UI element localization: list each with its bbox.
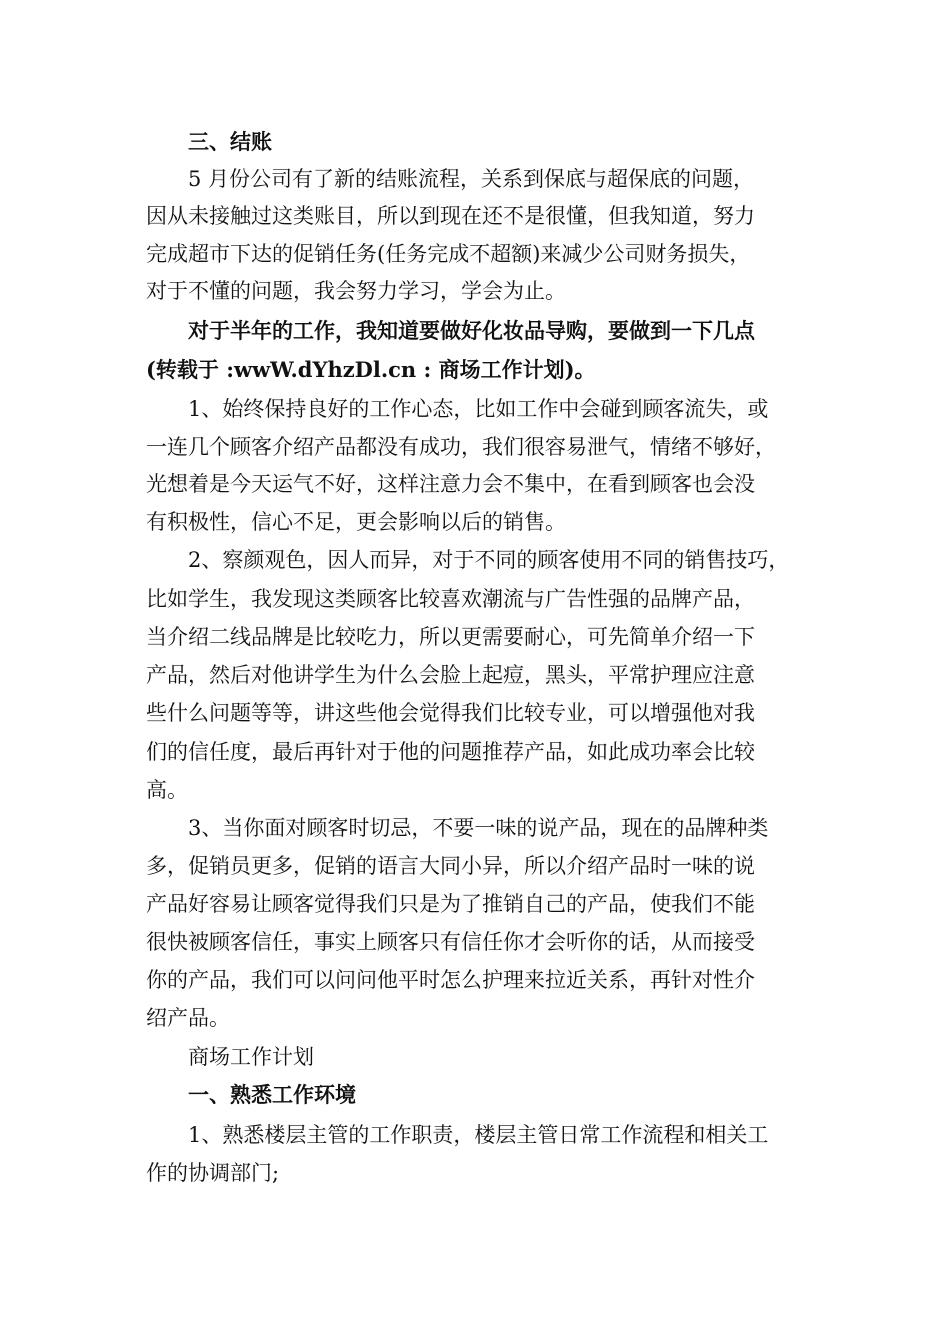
paragraph-line: 你的产品，我们可以问问他平时怎么护理来拉近关系，再针对性介 xyxy=(146,968,755,992)
paragraph-line: 些什么问题等等，讲这些他会觉得我们比较专业，可以增强他对我 xyxy=(146,701,755,725)
paragraph-line: 完成超市下达的促销任务(任务完成不超额)来减少公司财务损失， xyxy=(146,242,751,266)
paragraph-line: 产品，然后对他讲学生为什么会脸上起痘，黑头，平常护理应注意 xyxy=(146,663,755,687)
bold-paragraph-line: 对于半年的工作，我知道要做好化妆品导购，要做到一下几点 xyxy=(188,318,755,343)
paragraph-line: 1、熟悉楼层主管的工作职责，楼层主管日常工作流程和相关工 xyxy=(188,1123,769,1147)
paragraph-line: 5 月份公司有了新的结账流程，关系到保底与超保底的问题， xyxy=(188,167,755,191)
paragraph-line: 当介绍二线品牌是比较吃力，所以更需要耐心，可先简单介绍一下 xyxy=(146,625,755,649)
bold-paragraph-line: (转载于 :wwW.dYhzDl.cn : 商场工作计划)。 xyxy=(146,357,596,382)
paragraph-line: 很快被顾客信任，事实上顾客只有信任你才会听你的话，从而接受 xyxy=(146,930,755,954)
section-heading: 一、熟悉工作环境 xyxy=(188,1082,356,1107)
paragraph-line: 们的信任度，最后再针对于他的问题推荐产品，如此成功率会比较 xyxy=(146,740,755,764)
paragraph-line: 高。 xyxy=(146,778,188,802)
paragraph-line: 有积极性，信心不足，更会影响以后的销售。 xyxy=(146,510,566,534)
paragraph-line: 光想着是今天运气不好，这样注意力会不集中，在看到顾客也会没 xyxy=(146,472,755,496)
paragraph-line: 因从未接触过这类账目，所以到现在还不是很懂，但我知道，努力 xyxy=(146,204,755,228)
paragraph-line: 作的协调部门; xyxy=(146,1161,280,1185)
plan-title: 商场工作计划 xyxy=(188,1045,314,1069)
paragraph-line: 多，促销员更多，促销的语言大同小异，所以介绍产品时一味的说 xyxy=(146,854,755,878)
paragraph-line: 1、始终保持良好的工作心态，比如工作中会碰到顾客流失，或 xyxy=(188,397,769,421)
section-heading: 三、结账 xyxy=(188,129,272,154)
paragraph-line: 3、当你面对顾客时切忌，不要一味的说产品，现在的品牌种类 xyxy=(188,816,769,840)
paragraph-line: 2、察颜观色，因人而异，对于不同的顾客使用不同的销售技巧， xyxy=(188,548,790,572)
paragraph-line: 绍产品。 xyxy=(146,1006,230,1030)
paragraph-line: 对于不懂的问题，我会努力学习，学会为止。 xyxy=(146,279,566,303)
paragraph-line: 比如学生，我发现这类顾客比较喜欢潮流与广告性强的品牌产品， xyxy=(146,587,755,611)
paragraph-line: 产品好容易让顾客觉得我们只是为了推销自己的产品，使我们不能 xyxy=(146,892,755,916)
paragraph-line: 一连几个顾客介绍产品都没有成功，我们很容易泄气，情绪不够好， xyxy=(146,435,776,459)
